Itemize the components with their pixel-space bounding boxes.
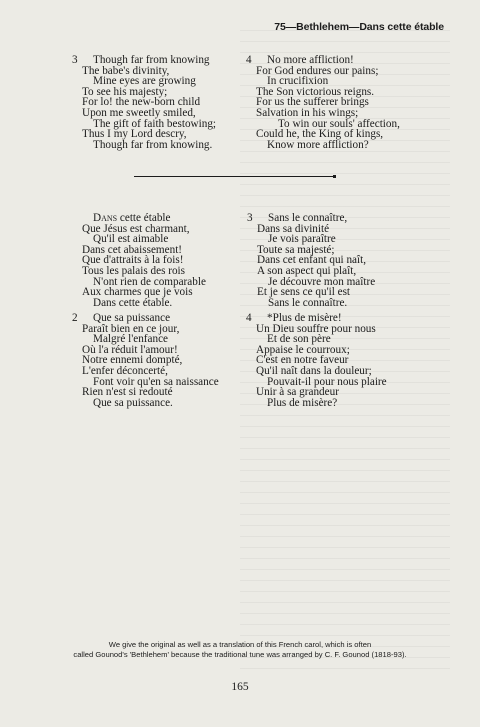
page-header: 75—Bethlehem—Dans cette étable <box>274 21 444 33</box>
verse-line: Could he, the King of kings, <box>256 128 384 141</box>
verse-line: A son aspect qui plaît, <box>257 264 357 277</box>
verse-line: Mine eyes are growing <box>93 75 196 88</box>
verse-line: Sans le connaître, <box>268 212 348 224</box>
verse-line: Thus I my Lord descry, <box>82 128 187 141</box>
verse-line: Sans le connaître. <box>268 296 348 309</box>
page-number: 165 <box>231 681 249 693</box>
verse-line: Dans cette étable. <box>93 296 173 309</box>
verse-line: Que sa puissance. <box>93 396 173 409</box>
verse-number: 3 <box>247 212 253 224</box>
footnote-line: We give the original as well as a translation of this French carol, which is often <box>108 640 372 649</box>
verse-line: Tous les palais des rois <box>82 264 185 277</box>
verse-line: Qu'il naît dans la douleur; <box>256 364 372 377</box>
verse-line: For us the sufferer brings <box>256 96 369 109</box>
verse-2-french <box>72 312 219 409</box>
verse-line: Je découvre mon maître <box>268 275 376 288</box>
verse-line: Notre ennemi dompté, <box>82 354 183 367</box>
first-line-rest: cette étable <box>117 212 171 224</box>
verse-line: To win our souls' affection, <box>278 117 400 130</box>
verse-line: Malgré l'enfance <box>93 333 169 346</box>
verse-line: Rien n'est si redouté <box>82 386 173 399</box>
verse-line: Paraît bien en ce jour, <box>82 322 180 335</box>
verse-line: In crucifixion <box>267 75 329 88</box>
verse-line: Appaise le courroux; <box>256 343 350 356</box>
verse-number: 2 <box>72 312 78 324</box>
verse-line: L'enfer déconcerté, <box>82 364 168 377</box>
verse-line: Et de son père <box>267 333 331 346</box>
verse-3-french <box>247 212 376 309</box>
verse-line: Je vois paraître <box>268 233 336 246</box>
footnote-line: called Gounod's 'Bethlehem' because the traditional tune was arranged by C. F. Gounod (1818-93). <box>73 650 407 659</box>
verse-line: Un Dieu souffre pour nous <box>256 322 376 335</box>
verse-line: Unir à sa grandeur <box>256 386 339 399</box>
verse-number: 4 <box>246 54 252 66</box>
verse-line: Dans cet abaissement! <box>82 243 183 256</box>
verse-number: 4 <box>246 312 252 324</box>
verse-line: Toute sa majesté; <box>257 243 335 256</box>
verse-line: Que sa puissance <box>93 312 171 324</box>
verse-line: Que Jésus est charmant, <box>82 222 190 235</box>
verse-line: Que d'attraits à la fois! <box>82 254 184 267</box>
verse-line: Plus de misère? <box>267 396 338 409</box>
verse-line: Qu'il est aimable <box>93 233 169 246</box>
verse-line: No more affliction! <box>267 54 354 66</box>
verse-line: Où l'a réduit l'amour! <box>82 343 178 356</box>
verse-first-line <box>82 213 206 224</box>
verse-line: Aux charmes que je vois <box>82 286 193 299</box>
verse-line: C'est en notre faveur <box>256 354 349 367</box>
drop-word: Dans <box>93 212 118 224</box>
footnote <box>40 640 440 660</box>
verse-line: Know more affliction? <box>267 138 369 151</box>
verse-line: For God endures our pains; <box>256 64 379 77</box>
verse-1-french <box>82 213 206 308</box>
verse-line: Though far from knowing <box>93 54 210 66</box>
verse-line: N'ont rien de comparable <box>93 275 206 288</box>
verse-line: The gift of faith bestowing; <box>93 117 217 130</box>
verse-4-english <box>246 54 400 151</box>
verse-line: Pouvait-il pour nous plaire <box>267 375 387 388</box>
verse-line: Though far from knowing. <box>93 138 213 151</box>
verse-line: The babe's divinity, <box>82 64 170 77</box>
verse-line: Font voir qu'en sa naissance <box>93 375 219 388</box>
verse-line: Et je sens ce qu'il est <box>257 286 351 299</box>
verse-line: Upon me sweetly smiled, <box>82 106 196 119</box>
verse-line: *Plus de misère! <box>267 312 342 324</box>
verse-3-english <box>72 54 217 151</box>
verse-number: 3 <box>72 54 78 66</box>
verse-4-french <box>246 312 387 409</box>
divider-rule <box>134 176 334 177</box>
verse-line: Dans sa divinité <box>257 222 330 235</box>
verse-line: The Son victorious reigns. <box>256 85 375 98</box>
verse-line: Salvation in his wings; <box>256 106 359 119</box>
verse-line: To see his majesty; <box>82 85 168 98</box>
verse-line: Dans cet enfant qui naît, <box>257 254 367 267</box>
verse-line: For lo! the new-born child <box>82 96 201 109</box>
